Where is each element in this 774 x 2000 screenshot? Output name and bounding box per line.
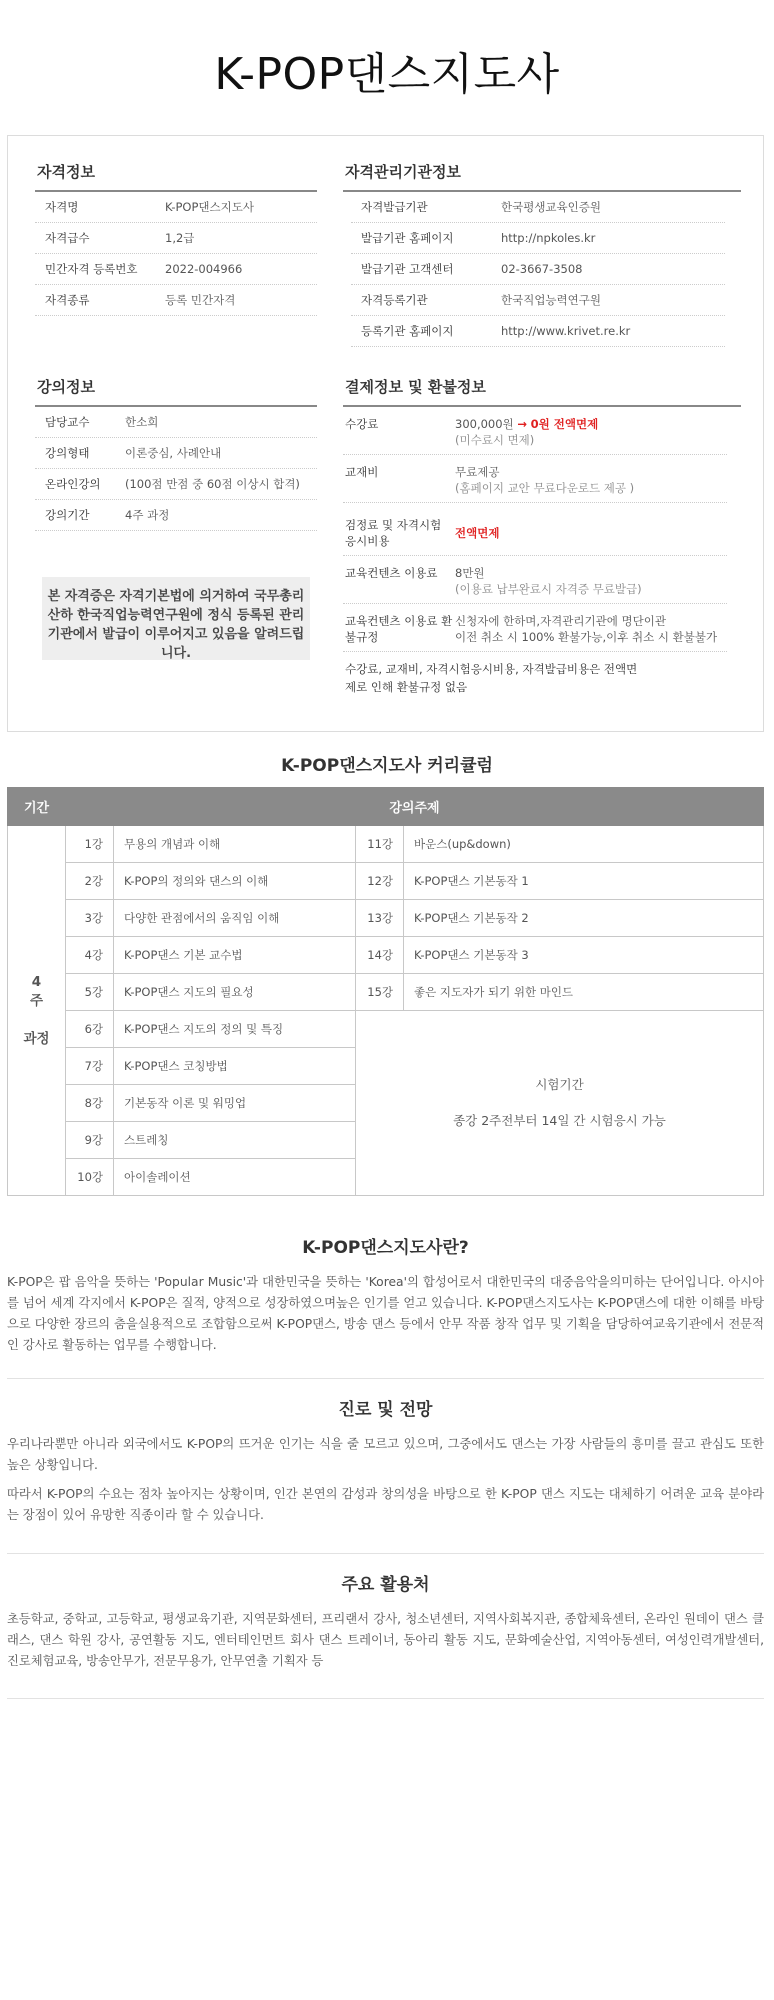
content-fee-row (343, 556, 727, 604)
divider (7, 1378, 764, 1379)
lecture-topic: K-POP댄스 기본동작 3 (404, 937, 764, 974)
material-row (343, 455, 727, 503)
cert-row (35, 285, 317, 316)
lecture-row-value: 이론중심, 사례안내 (125, 446, 222, 460)
material-note: (홈페이지 교안 무료다운로드 제공 ) (455, 481, 635, 495)
agency-row (351, 192, 725, 223)
lecture-row-key: 온라인강의 (45, 477, 101, 491)
exam-fee-row (343, 503, 727, 556)
agency-row-key: 발급기관 홈페이지 (361, 231, 454, 245)
agency-row (351, 285, 725, 316)
refund-label: 교육컨텐츠 이용료 환불규정 (345, 614, 453, 644)
lecture-topic: 다양한 관점에서의 움직임 이해 (114, 900, 356, 937)
period-number: 4 (31, 973, 42, 990)
about-heading: K-POP댄스지도사란? (302, 1238, 469, 1258)
page-title: K-POP댄스지도사 (214, 49, 560, 100)
tuition-label: 수강료 (345, 417, 379, 431)
lecture-topic: K-POP댄스 기본동작 1 (404, 863, 764, 900)
cert-row-key: 자격명 (45, 200, 79, 214)
lecture-topic: 바운스(up&down) (404, 826, 764, 863)
cert-row-value: K-POP댄스지도사 (165, 200, 254, 214)
agency-row-key: 등록기관 홈페이지 (361, 324, 454, 338)
divider (7, 1698, 764, 1699)
period-cell (8, 826, 66, 1196)
career-paragraph-2: 따라서 K-POP의 수요는 점차 높아지는 상황이며, 인간 본연의 감성과 창의성을 바탕으로 한 K-POP 댄스 지도는 대체하기 어려운 교육 분야라는 장점이 있어 유망한 직종이라 할 수 있습니다. (7, 1487, 764, 1522)
payment-info-section (343, 376, 741, 704)
material-label: 교재비 (345, 465, 379, 479)
cert-row (35, 223, 317, 254)
lecture-topic: K-POP댄스 기본 교수법 (114, 937, 356, 974)
lecture-row-value: 4주 과정 (125, 508, 170, 522)
lecture-number: 7강 (66, 1048, 114, 1085)
exam-period-desc: 종강 2주전부터 14일 간 시험응시 가능 (453, 1113, 666, 1128)
content-fee-label: 교육컨텐츠 이용료 (345, 566, 438, 580)
exam-fee-value: 전액면제 (455, 526, 500, 540)
lecture-row-value: 한소희 (125, 415, 159, 429)
usage-body: 초등학교, 중학교, 고등학교, 평생교육기관, 지역문화센터, 프리랜서 강사, 청소년센터, 지역사회복지관, 종합체육센터, 온라인 원데이 댄스 클래스, 댄스 학원 강사, 공연활동 지도, 엔터테인먼트 회사 댄스 트레이너, 동아리 활동 지도, 문화예술산업, 지역아동센터, 여성인력개발센터, 진로체험교육, 방송안무가, 전문무용가, 안무연출 기획자 등 (7, 1612, 764, 1668)
exam-fee-label: 검정료 및 자격시험 응시비용 (345, 518, 442, 548)
usage-section (7, 1570, 764, 1680)
about-section (7, 1233, 764, 1364)
lecture-row (35, 500, 317, 531)
tuition-note: (미수료시 면제) (455, 433, 535, 447)
lecture-row-key: 강의기간 (45, 508, 90, 522)
info-box (7, 135, 764, 732)
lecture-number: 2강 (66, 863, 114, 900)
lecture-number: 3강 (66, 900, 114, 937)
career-heading: 진로 및 전망 (338, 1400, 433, 1420)
agency-info-section (343, 161, 741, 347)
lecture-number: 4강 (66, 937, 114, 974)
agency-homepage-link[interactable]: http://npkoles.kr (501, 231, 596, 245)
payment-info-heading: 결제정보 및 환불정보 (343, 376, 741, 407)
tuition-value (455, 416, 598, 448)
curriculum-table (7, 787, 764, 1196)
refund-footer-note: 수강료, 교재비, 자격시험응시비용, 자격발급비용은 전액면제로 인해 환불규정 없음 (345, 662, 638, 694)
lecture-topic: K-POP댄스 지도의 정의 및 특징 (114, 1011, 356, 1048)
lecture-topic: 무용의 개념과 이해 (114, 826, 356, 863)
lecture-info-section (35, 376, 317, 531)
lecture-row-key: 담당교수 (45, 415, 90, 429)
lecture-info-heading: 강의정보 (35, 376, 317, 407)
career-paragraph-1: 우리나라뿐만 아니라 외국에서도 K-POP의 뜨거운 인기는 식을 줄 모르고 있으며, 그중에서도 댄스는 가장 사람들의 흥미를 끌고 관심도 또한 높은 상황입니다. (7, 1437, 764, 1472)
career-section (7, 1395, 764, 1534)
material-value-text: 무료제공 (455, 465, 500, 479)
col-period-header: 기간 (8, 788, 66, 826)
exam-period-title: 시험기간 (535, 1077, 584, 1092)
lecture-number: 11강 (356, 826, 404, 863)
lecture-number: 8강 (66, 1085, 114, 1122)
refund-line-1: 신청자에 한하며,자격관리기관에 명단이관 (455, 614, 666, 628)
certification-notice: 본 자격증은 자격기본법에 의거하여 국무총리산하 한국직업능력연구원에 정식 등록된 관리기관에서 발급이 이루어지고 있음을 알려드립니다. (42, 577, 310, 660)
agency-row-key: 자격발급기관 (361, 200, 428, 214)
lecture-row (35, 407, 317, 438)
lecture-number: 15강 (356, 974, 404, 1011)
col-topic-header: 강의주제 (66, 788, 764, 826)
lecture-number: 9강 (66, 1122, 114, 1159)
cert-row-key: 자격급수 (45, 231, 90, 245)
content-fee-value (455, 565, 642, 597)
cert-row (35, 192, 317, 223)
about-body: K-POP은 팝 음악을 뜻하는 'Popular Music'과 대한민국을 뜻하는 'Korea'의 합성어로서 대한민국의 대중음악을의미하는 단어입니다. 아시아를 넘어 세계 각지에서 K-POP은 질적, 양적으로 성장하였으며높은 인기를 얻고 있습니다. K-POP댄스지도사는 K-POP댄스에 대한 이해를 바탕으로 다양한 장르의 춤을실용적으로 조합함으로써 K-POP댄스, 방송 댄스 등에서 안무 작품 창작 업무 및 기획을 담당하여교육기관에서 전문적인 강사로 활동하는 업무를 수행합니다. (7, 1275, 764, 1352)
usage-heading: 주요 활용처 (341, 1575, 430, 1595)
lecture-topic: 스트레칭 (114, 1122, 356, 1159)
agency-row-key: 자격등록기관 (361, 293, 428, 307)
registry-homepage-link[interactable]: http://www.krivet.re.kr (501, 324, 631, 338)
curriculum-row (8, 826, 764, 863)
cert-row-value: 2022-004966 (165, 262, 243, 276)
cert-row-key: 자격종류 (45, 293, 90, 307)
agency-row (351, 223, 725, 254)
curriculum-row (8, 974, 764, 1011)
cert-row-value: 등록 민간자격 (165, 293, 236, 307)
exam-period-cell (356, 1011, 764, 1196)
lecture-row (35, 438, 317, 469)
lecture-topic: K-POP댄스 코칭방법 (114, 1048, 356, 1085)
lecture-topic: 아이솔레이션 (114, 1159, 356, 1196)
divider (7, 1553, 764, 1554)
lecture-number: 5강 (66, 974, 114, 1011)
tuition-price: 300,000원 (455, 417, 514, 431)
tuition-row (343, 407, 727, 455)
lecture-number: 14강 (356, 937, 404, 974)
lecture-number: 6강 (66, 1011, 114, 1048)
refund-row (343, 604, 727, 652)
lecture-row-key: 강의형태 (45, 446, 90, 460)
lecture-topic: 기본동작 이론 및 워밍업 (114, 1085, 356, 1122)
curriculum-row (8, 937, 764, 974)
agency-row-value: 한국평생교육인증원 (501, 200, 601, 214)
agency-row-value: 02-3667-3508 (501, 262, 583, 276)
lecture-number: 12강 (356, 863, 404, 900)
lecture-topic: K-POP댄스 지도의 필요성 (114, 974, 356, 1011)
content-fee-value-text: 8만원 (455, 566, 485, 580)
cert-row-key: 민간자격 등록번호 (45, 262, 138, 276)
curriculum-row (8, 863, 764, 900)
lecture-topic: 좋은 지도자가 되기 위한 마인드 (404, 974, 764, 1011)
lecture-number: 13강 (356, 900, 404, 937)
exam-fee-value-wrap (455, 517, 499, 549)
period-course: 과정 (23, 1030, 50, 1047)
refund-value (455, 613, 717, 645)
agency-row (351, 254, 725, 285)
lecture-number: 1강 (66, 826, 114, 863)
refund-line-2: 이전 취소 시 100% 환불가능,이후 취소 시 환불불가 (455, 630, 718, 644)
cert-row (35, 254, 317, 285)
lecture-row (35, 469, 317, 500)
tuition-free: 0원 전액면제 (530, 417, 599, 431)
lecture-topic: K-POP댄스 기본동작 2 (404, 900, 764, 937)
curriculum-title: K-POP댄스지도사 커리큘럼 (281, 756, 493, 776)
curriculum-row (8, 1011, 764, 1048)
cert-row-value: 1,2급 (165, 231, 195, 245)
content-fee-note: (이용료 납부완료시 자격증 무료발급) (455, 582, 642, 596)
curriculum-row (8, 900, 764, 937)
lecture-topic: K-POP의 정의와 댄스의 이해 (114, 863, 356, 900)
lecture-row-value: (100점 만점 중 60점 이상시 합격) (125, 477, 300, 491)
tuition-arrow: → (517, 417, 527, 431)
period-unit: 주 (29, 992, 44, 1009)
agency-row-key: 발급기관 고객센터 (361, 262, 454, 276)
agency-row (351, 316, 725, 347)
agency-row-value: 한국직업능력연구원 (501, 293, 601, 307)
cert-info-section (35, 161, 317, 316)
lecture-number: 10강 (66, 1159, 114, 1196)
cert-info-heading: 자격정보 (35, 161, 317, 192)
agency-info-heading: 자격관리기관정보 (343, 161, 741, 192)
material-value (455, 464, 634, 496)
